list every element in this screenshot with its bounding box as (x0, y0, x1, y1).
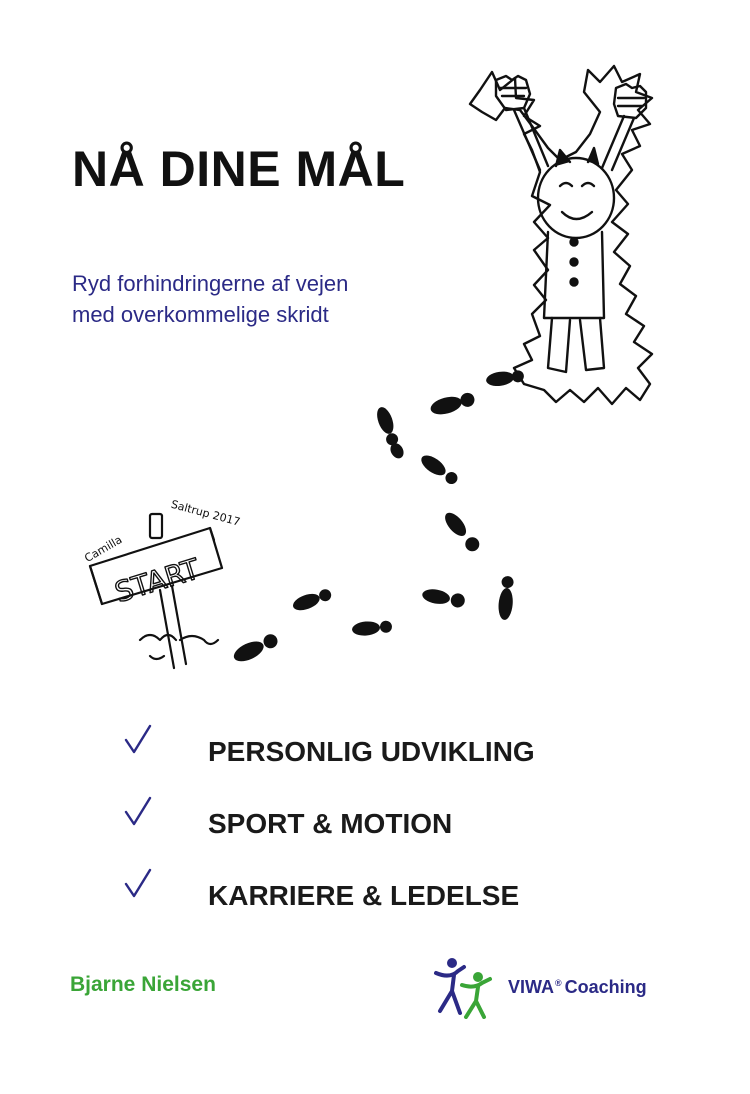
subtitle-line-1: Ryd forhindringerne af vejen (72, 271, 349, 296)
brand-name (508, 977, 647, 998)
footprints-path-illustration (231, 369, 525, 666)
checklist-item-label: SPORT & MOTION (208, 808, 453, 839)
sign-signature-right: Saltrup 2017 (169, 497, 242, 529)
brand-name-part2: Coaching (564, 976, 647, 997)
checklist-item-label: KARRIERE & LEDELSE (208, 880, 520, 911)
checklist-item (120, 794, 535, 866)
publisher-brand (430, 955, 647, 1019)
sign-text: START (111, 552, 204, 610)
start-sign-illustration (82, 498, 241, 668)
registered-mark: ® (555, 977, 562, 988)
checklist-item-label: PERSONLIG UDVIKLING (208, 736, 535, 767)
checkmark-icon (120, 794, 208, 834)
viwa-figures-logo-icon (430, 955, 502, 1019)
brand-name-part1: VIWA (508, 976, 555, 997)
subtitle-line-2: med overkommelige skridt (72, 302, 329, 327)
celebrating-figure-illustration (470, 66, 652, 404)
checkmark-icon (120, 722, 208, 762)
topic-checklist (120, 722, 535, 938)
book-title: NÅ DINE MÅL (72, 141, 406, 197)
sign-signature-left: Camilla (82, 533, 125, 565)
checkmark-icon (120, 866, 208, 906)
checklist-item (120, 866, 535, 938)
checklist-item (120, 722, 535, 794)
author-name: Bjarne Nielsen (70, 973, 216, 996)
